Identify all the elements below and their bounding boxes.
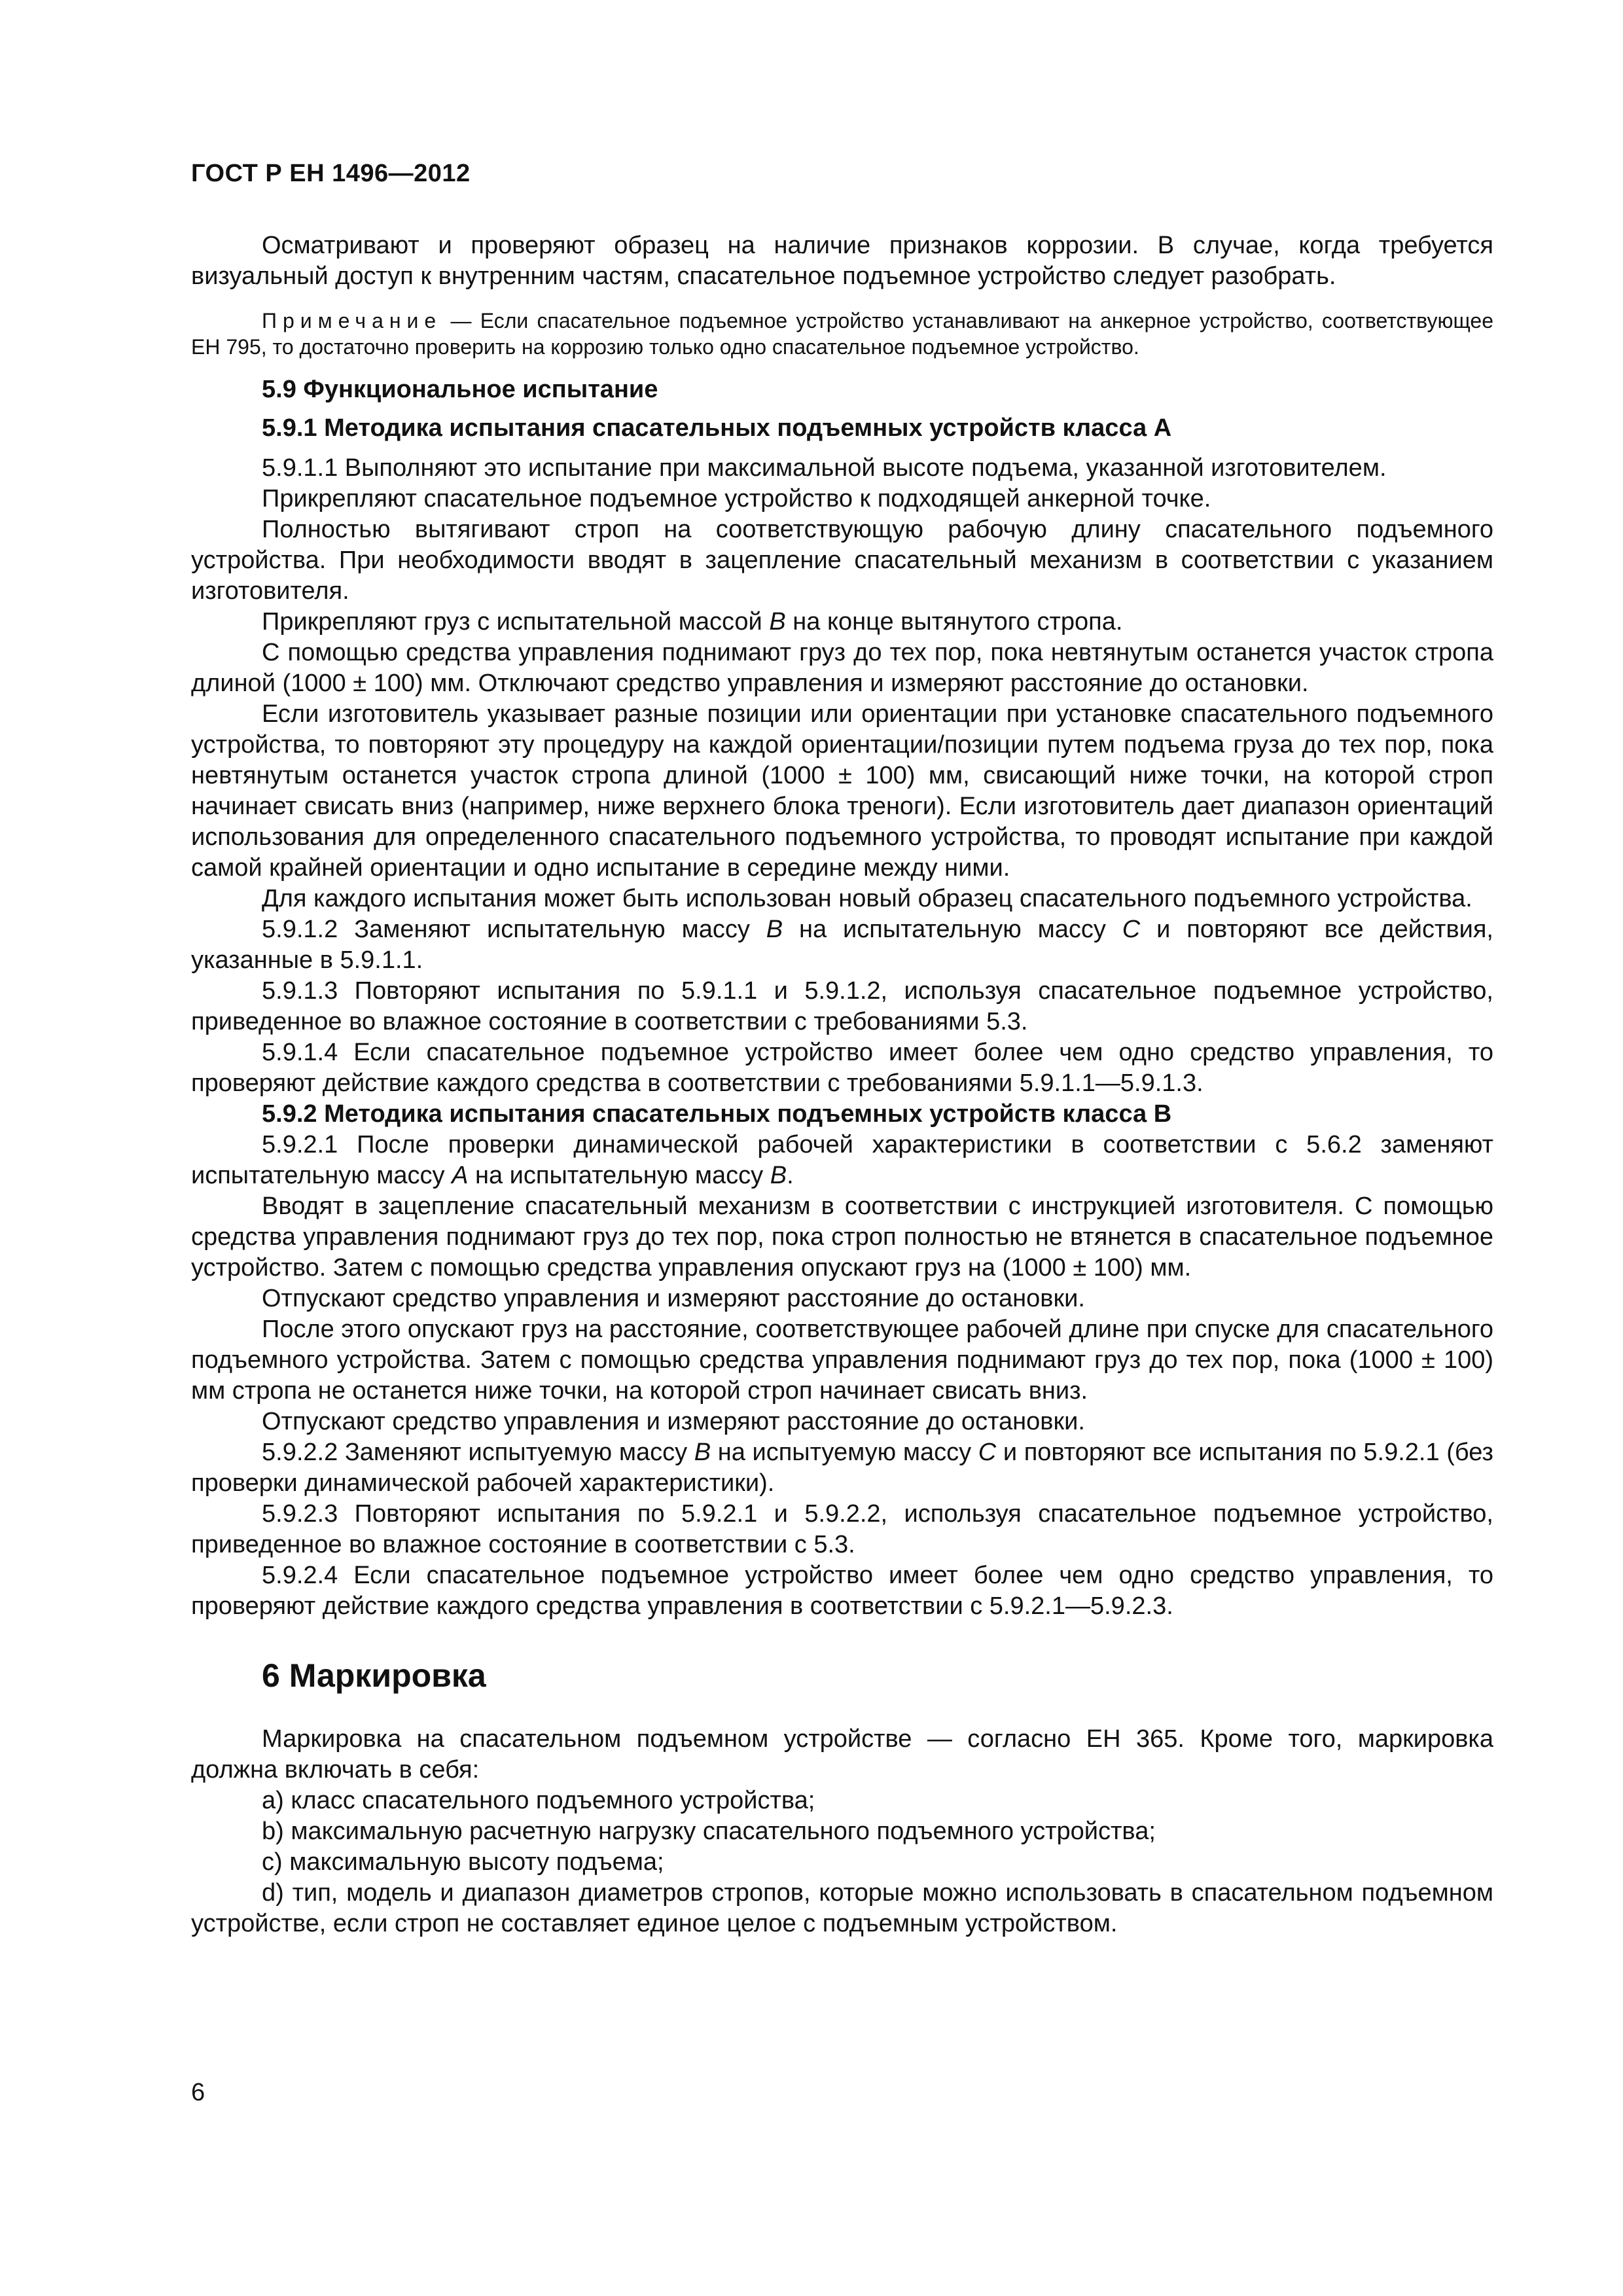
paragraph: 5.9.2.3 Повторяют испытания по 5.9.2.1 и 5.9.2.2, используя спасательное подъемное устройство, приведенное во влажное состояние в соответствии с 5.3. xyxy=(191,1500,1493,1558)
variable: С xyxy=(1122,916,1141,943)
text-run: Прикрепляют груз с испытательной массой xyxy=(262,608,770,636)
variable: В xyxy=(694,1439,711,1466)
paragraph: Полностью вытягивают строп на соответствующую рабочую длину спасательного подъемного устройства. При необходимости вводят в зацепление спасательный механизм в соответствии с указанием изготовителя. xyxy=(191,516,1493,605)
text-run: . xyxy=(787,1162,794,1189)
paragraph: Если изготовитель указывает разные позиции или ориентации при установке спасательного подъемного устройства, то повторяют эту процедуру на каждой ориентации/позиции путем подъема груза до тех пор, пока невтянутым останется участок стропа длиной (1000 ± 100) мм, свисающий ниже точки, на которой строп начинает свисать вниз (например, ниже верхнего блока треноги). Если изготовитель дает диапазон ориентаций использования для определенного спасательного подъемного устройства, то проводят испытание при каждой самой крайней ориентации и одно испытание в середине между ними. xyxy=(191,700,1493,882)
paragraph xyxy=(191,1437,1493,1499)
paragraph xyxy=(191,914,1493,976)
document-body xyxy=(191,230,1493,1939)
paragraph xyxy=(191,1130,1493,1191)
note-label: Примечание xyxy=(262,309,442,332)
paragraph: Отпускают средство управления и измеряют расстояние до остановки. xyxy=(262,1408,1085,1435)
paragraph xyxy=(191,607,1493,637)
variable: А xyxy=(452,1162,469,1189)
text-run: и повторяют все действия, указанные в 5.9.1.1. xyxy=(191,916,1493,974)
section-heading-5-9-2: 5.9.2 Методика испытания спасательных подъемных устройств класса В xyxy=(262,1100,1172,1128)
paragraph: Осматривают и проверяют образец на наличие признаков коррозии. В случае, когда требуется визуальный доступ к внутренним частям, спасательное подъемное устройство следует разобрать. xyxy=(191,232,1493,290)
list-item: а) класс спасательного подъемного устройства; xyxy=(262,1787,815,1814)
paragraph: Отпускают средство управления и измеряют расстояние до остановки. xyxy=(262,1285,1085,1312)
list-item: d) тип, модель и диапазон диаметров стропов, которые можно использовать в спасательном подъемном устройстве, если строп не составляет единое целое с подъемным устройством. xyxy=(191,1879,1493,1937)
variable: С xyxy=(978,1439,997,1466)
paragraph: С помощью средства управления поднимают груз до тех пор, пока невтянутым останется участок стропа длиной (1000 ± 100) мм. Отключают средство управления и измеряют расстояние до остановки. xyxy=(191,639,1493,697)
section-heading-5-9-1: 5.9.1 Методика испытания спасательных подъемных устройств класса А xyxy=(262,414,1172,442)
text-run: на конце вытянутого стропа. xyxy=(785,608,1123,636)
paragraph: 5.9.1.4 Если спасательное подъемное устройство имеет более чем одно средство управления, то проверяют действие каждого средства в соответствии с требованиями 5.9.1.1—5.9.1.3. xyxy=(191,1039,1493,1097)
text-run: 5.9.2.1 После проверки динамической рабочей характеристики в соответствии с 5.6.2 заменяют испытательную массу xyxy=(191,1131,1493,1189)
document-header: ГОСТ Р ЕН 1496—2012 xyxy=(191,160,471,187)
paragraph: Маркировка на спасательном подъемном устройстве — согласно ЕН 365. Кроме того, маркировка должна включать в себя: xyxy=(191,1725,1493,1784)
paragraph: Вводят в зацепление спасательный механизм в соответствии с инструкцией изготовителя. С помощью средства управления поднимают груз до тех пор, пока строп полностью не втянется в спасательное подъемное устройство. Затем с помощью средства управления опускают груз на (1000 ± 100) мм. xyxy=(191,1193,1493,1282)
text-run: на испытательную массу xyxy=(468,1162,770,1189)
page-number: 6 xyxy=(191,2079,205,2106)
list-item: с) максимальную высоту подъема; xyxy=(262,1848,664,1876)
paragraph: Для каждого испытания может быть использован новый образец спасательного подъемного устройства. xyxy=(262,885,1472,912)
paragraph: Прикрепляют спасательное подъемное устройство к подходящей анкерной точке. xyxy=(262,485,1211,512)
paragraph: 5.9.1.1 Выполняют это испытание при максимальной высоте подъема, указанной изготовителем. xyxy=(262,454,1387,482)
text-run: 5.9.2.2 Заменяют испытуемую массу xyxy=(262,1439,694,1466)
paragraph: 5.9.1.3 Повторяют испытания по 5.9.1.1 и 5.9.1.2, используя спасательное подъемное устройство, приведенное во влажное состояние в соответствии с требованиями 5.3. xyxy=(191,977,1493,1035)
variable: В xyxy=(766,916,783,943)
text-run: на испытуемую массу xyxy=(711,1439,978,1466)
note xyxy=(191,308,1493,360)
text-run: 5.9.1.2 Заменяют испытательную массу xyxy=(262,916,766,943)
text-run: и повторяют все испытания по 5.9.2.1 (без проверки динамической рабочей характеристики). xyxy=(191,1439,1493,1497)
variable: В xyxy=(770,1162,787,1189)
paragraph: 5.9.2.4 Если спасательное подъемное устройство имеет более чем одно средство управления, то проверяют действие каждого средства управления в соответствии с 5.9.2.1—5.9.2.3. xyxy=(191,1562,1493,1620)
section-heading-5-9: 5.9 Функциональное испытание xyxy=(262,376,658,403)
section-heading-6: 6 Маркировка xyxy=(262,1657,486,1694)
text-run: на испытательную массу xyxy=(783,916,1122,943)
variable: В xyxy=(769,608,786,636)
list-item: b) максимальную расчетную нагрузку спасательного подъемного устройства; xyxy=(262,1818,1156,1845)
note-text: — Если спасательное подъемное устройство устанавливают на анкерное устройство, соответствующее ЕН 795, то достаточно проверить на коррозию только одно спасательное подъемное устройство. xyxy=(191,309,1493,359)
paragraph: После этого опускают груз на расстояние, соответствующее рабочей длине при спуске для спасательного подъемного устройства. Затем с помощью средства управления поднимают груз до тех пор, пока (1000 ± 100) мм стропа не останется ниже точки, на которой строп начинает свисать вниз. xyxy=(191,1316,1493,1405)
